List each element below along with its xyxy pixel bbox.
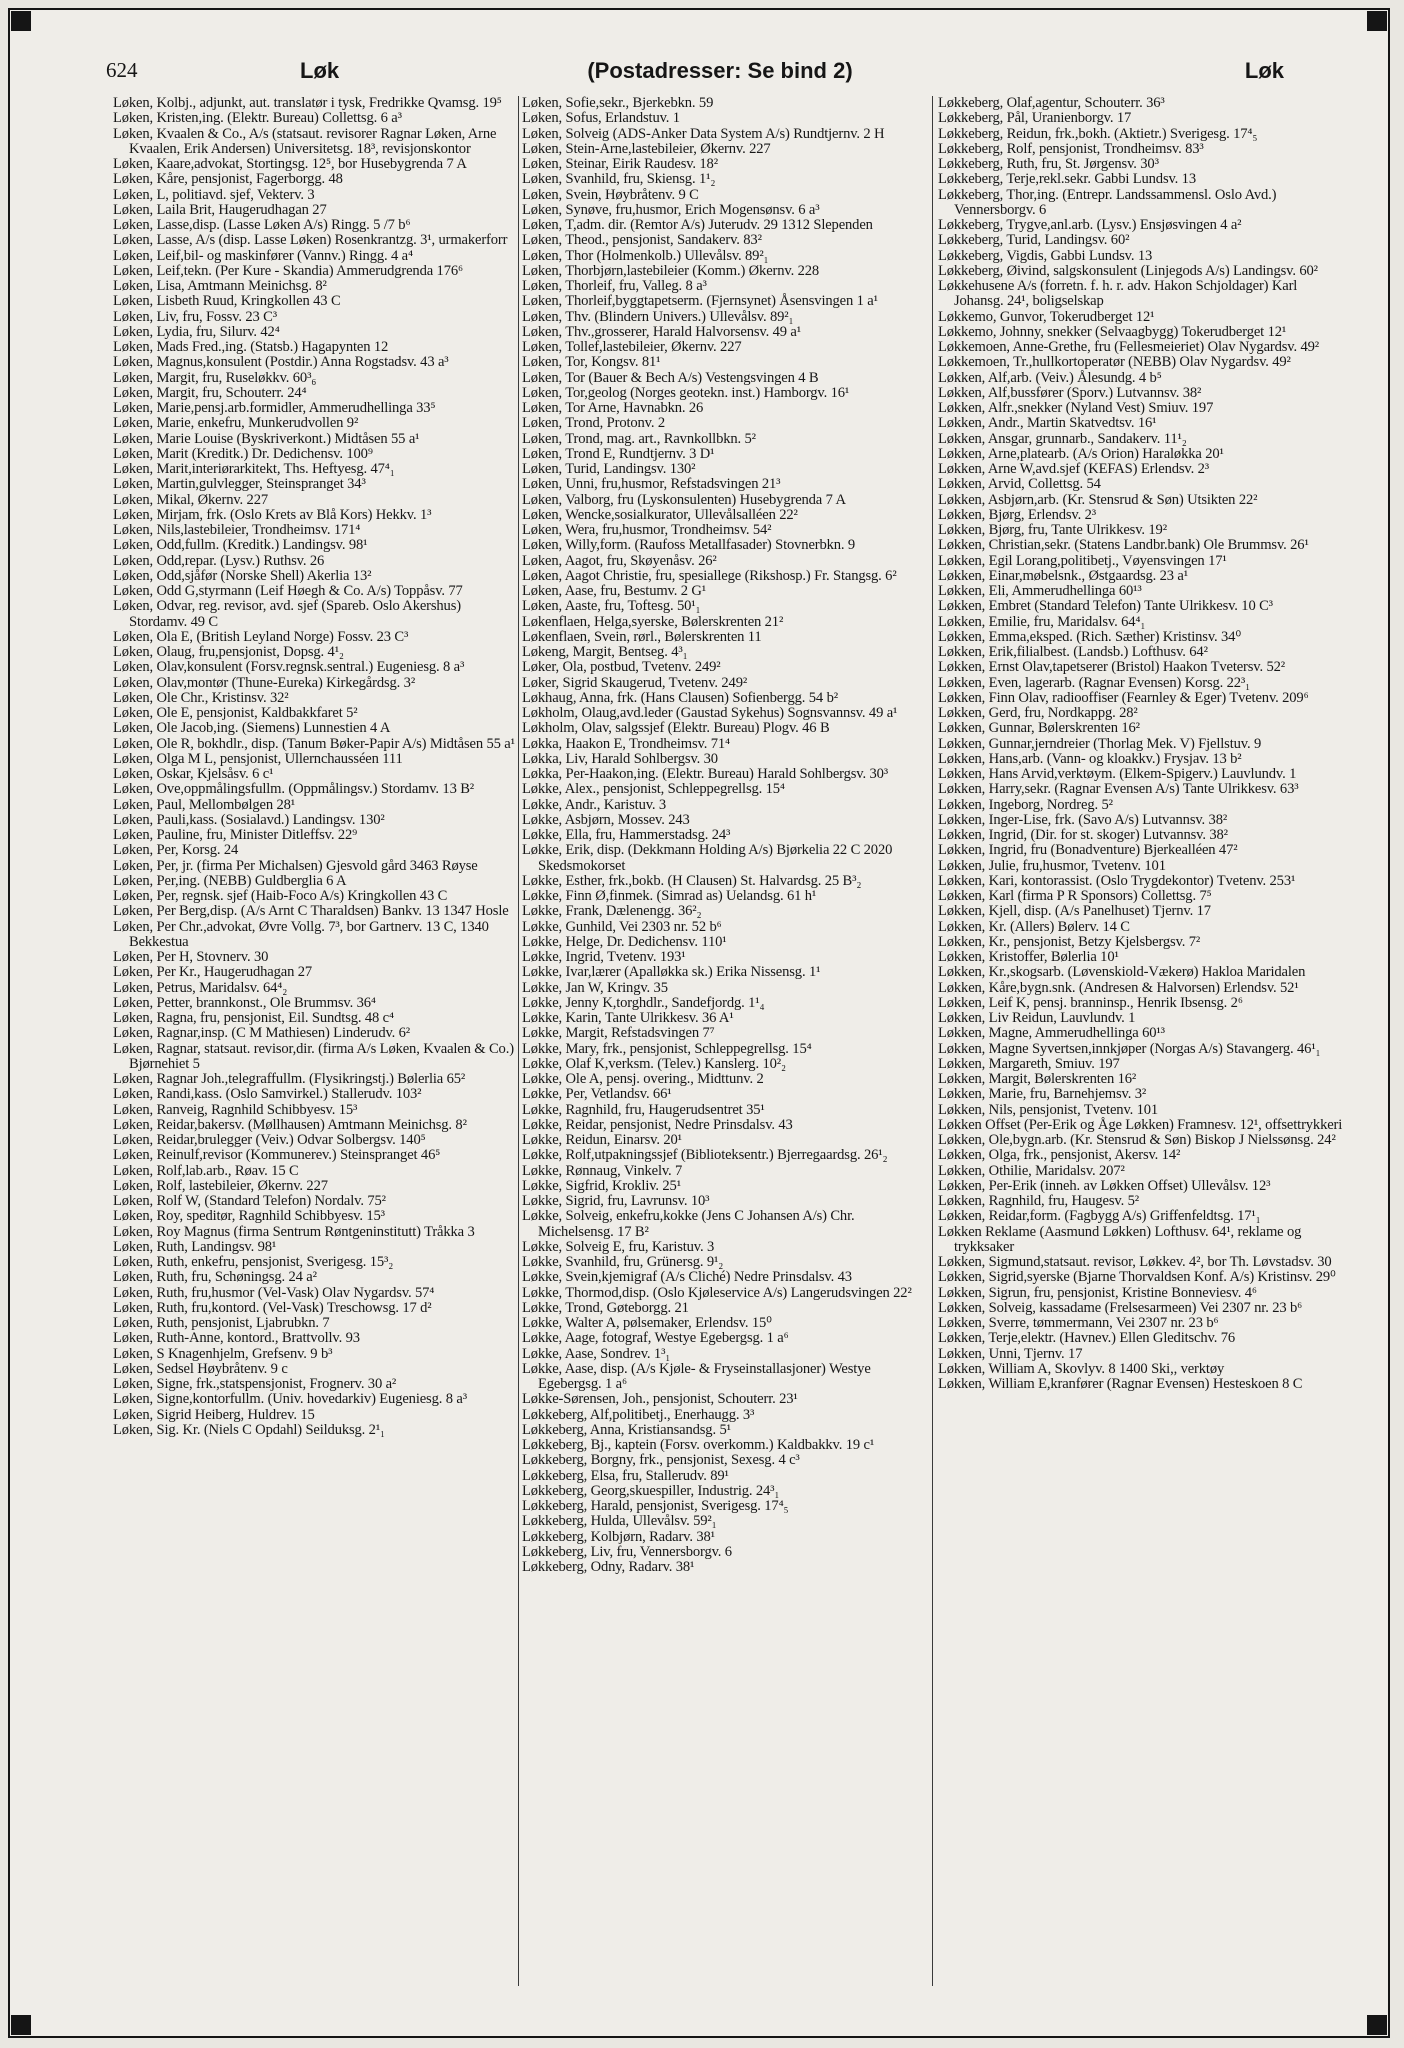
directory-entry: Løken, Rolf, lastebileier, Økernv. 227 [113, 1177, 328, 1194]
directory-entry: Løken, Marie, enkefru, Munkerudvollen 9² [113, 415, 359, 432]
directory-entry: Løkkeberg, Ruth, fru, St. Jørgensv. 30³ [938, 156, 1159, 172]
directory-entry: Løken, Thorbjørn,lastebileier (Komm.) Økernv. 228 [522, 262, 820, 279]
directory-entry: Løken, Tor Arne, Havnabkn. 26 [522, 400, 704, 416]
directory-entry: Løkke, Ivar,lærer (Apalløkka sk.) Erika Nissensg. 1¹ [522, 964, 821, 981]
directory-entry: Løken, Stein-Arne,lastebileier, Økernv. 227 [522, 140, 771, 157]
directory-entry: Løkke, Andr., Karistuv. 3 [522, 796, 667, 813]
directory-entry: Løken, Ragnar,insp. (C M Mathiesen) Linderudv. 6² [113, 1025, 411, 1042]
directory-entry: Løken, Odd G,styrmann (Leif Høegh & Co. A/s) Toppåsv. 77 [113, 583, 463, 599]
directory-entry: Løkkeberg, Odny, Radarv. 38¹ [522, 1559, 695, 1575]
directory-entry: Løken, Ruth, fru, Schøningsg. 24 a² [113, 1269, 317, 1286]
directory-entry: Løkke, Ingrid, Tvetenv. 193¹ [522, 949, 686, 965]
directory-entry: Løkke, Ragnhild, fru, Haugerudsentret 35¹ [522, 1101, 765, 1118]
directory-entry: Løken, Per Chr.,advokat, Øvre Vollg. 7³, bor Gartnerv. 13 C, 1340 Bekkestua [113, 918, 489, 950]
directory-entry: Løken, Tor,geolog (Norges geotekn. inst.) Hamborgv. 16¹ [522, 384, 850, 401]
directory-entry: Løken, Per, Korsg. 24 [113, 842, 239, 859]
directory-entry: Løkkeberg, Vigdis, Gabbi Lundsv. 13 [938, 247, 1153, 264]
directory-entry: Løken, Steinar, Eirik Raudesv. 18² [522, 156, 718, 172]
directory-entry: Løkken, Ole,bygn.arb. (Kr. Stensrud & Søn) Biskop J Nielssønsg. 24² [938, 1132, 1336, 1148]
directory-entry: Løkke, Aase, disp. (A/s Kjøle- & Fryseinstallasjoner) Westye Egebergsg. 1 a⁶ [522, 1360, 871, 1392]
directory-entry: Løkken, Julie, fru,husmor, Tvetenv. 101 [938, 857, 1166, 874]
directory-entry: Løken, Svein, Høybråtenv. 9 C [522, 186, 699, 203]
directory-entry: Løken, Kaare,advokat, Stortingsg. 12⁵, bor Husebygrenda 7 A [113, 156, 467, 172]
directory-entry: Løken, Laila Brit, Haugerudhagan 27 [113, 201, 327, 218]
directory-entry: Løkken, Othilie, Maridalsv. 207² [938, 1162, 1125, 1179]
directory-entry: Løkholm, Olaug,avd.leder (Gaustad Sykehus) Sognsvannsv. 49 a¹ [522, 705, 898, 721]
directory-entry: Løkke, Ole A, pensj. overing., Midttunv. 2 [522, 1071, 764, 1087]
guide-word-left: Løk [300, 58, 340, 83]
guide-word-right: Løk [1244, 58, 1284, 83]
directory-entry: Løkkeberg, Anna, Kristiansandsg. 5¹ [522, 1421, 731, 1438]
directory-entry: Løken, Per H, Stovnerv. 30 [113, 949, 269, 965]
directory-entry: Løkken Offset (Per-Erik og Åge Løkken) Framnesv. 12¹, offsettrykkeri [938, 1116, 1343, 1133]
header-center-title: (Postadresser: Se bind 2) [587, 58, 853, 83]
directory-entry: Løken, Lasse,disp. (Lasse Løken A/s) Ringg. 5 /7 b⁶ [113, 217, 411, 233]
directory-entry: Løken, Solveig (ADS-Anker Data System A/s) Rundtjernv. 2 H [522, 125, 885, 142]
directory-entry: Løken, Aase, fru, Bestumv. 2 G¹ [522, 583, 707, 599]
directory-entry: Løkken, Magne Syvertsen,innkjøper (Norgas A/s) Stavangerg. 46¹₁ [938, 1040, 1321, 1057]
directory-entry: Løken, Trond, Protonv. 2 [522, 415, 666, 432]
directory-entry: Løken, Rolf W, (Standard Telefon) Nordalv. 75² [113, 1193, 386, 1209]
directory-entry: Løkke, Thormod,disp. (Oslo Kjøleservice A/s) Langerudsvingen 22² [522, 1284, 912, 1301]
directory-entry: Løkkeberg, Pål, Uranienborgv. 17 [938, 110, 1132, 127]
directory-entry: Løkka, Haakon E, Trondheimsv. 71⁴ [522, 735, 730, 752]
directory-entry: Løkken, Alf,bussfører (Sporv.) Lutvannsv. 38² [938, 384, 1202, 401]
directory-entry: Løkke, Olaf K,verksm. (Telev.) Kanslerg. 10²₂ [522, 1055, 786, 1072]
directory-entry: Løken, Valborg, fru (Lyskonsulenten) Husebygrenda 7 A [522, 491, 846, 508]
directory-entry: Løken, Petter, brannkonst., Ole Brummsv. 36⁴ [113, 994, 376, 1011]
directory-entry: Løkke, Per, Vetlandsv. 66¹ [522, 1086, 672, 1103]
directory-entry: Løkke, Aase, Sondrev. 1³₁ [522, 1345, 671, 1362]
directory-entry: Løkke, Finn Ø,finmek. (Simrad as) Uelandsg. 61 h¹ [522, 888, 817, 904]
directory-entry: Løken, Per,ing. (NEBB) Guldberglia 6 A [113, 872, 347, 889]
directory-entry: Løkkeberg, Terje,rekl.sekr. Gabbi Lundsv. 13 [938, 171, 1196, 188]
directory-entry: Løkken, Erik,filialbest. (Landsb.) Lofthusv. 64² [938, 644, 1208, 660]
directory-entry: Løken, Olav,montør (Thune-Eureka) Kirkegårdsg. 3² [113, 674, 416, 691]
directory-entry: Løkke, Solveig, enkefru,kokke (Jens C Johansen A/s) Chr. Michelsensg. 17 B² [522, 1208, 855, 1240]
directory-entry: Løken, Tor (Bauer & Bech A/s) Vestengsvingen 4 B [522, 369, 819, 386]
directory-entry: Løken, Ragnar Joh.,telegraffullm. (Flysikringstj.) Bølerlia 65² [113, 1071, 466, 1087]
directory-entry: Løkken, Margit, Bølerskrenten 16² [938, 1071, 1137, 1087]
directory-entry: Løkkeberg, Bj., kaptein (Forsv. overkomm.) Kaldbakkv. 19 c¹ [522, 1437, 875, 1453]
directory-entry: Løkkeberg, Rolf, pensjonist, Trondheimsv. 83³ [938, 140, 1204, 157]
directory-entry: Løkken, Arne,platearb. (A/s Orion) Haraløkka 20¹ [938, 445, 1224, 462]
directory-entry: Løkke, Walter A, pølsemaker, Erlendsv. 15⁰ [522, 1315, 772, 1331]
directory-entry: Løkken, Emilie, fru, Maridalsv. 64⁴₁ [938, 613, 1146, 630]
directory-entry: Løken, Thv.,grosserer, Harald Halvorsensv. 49 a¹ [522, 323, 801, 340]
directory-entry: Løkke, Jan W, Kringv. 35 [522, 979, 668, 996]
directory-entry: Løkenflaen, Helga,syerske, Bølerskrenten 21² [522, 613, 784, 630]
directory-entry: Løkken, Embret (Standard Telefon) Tante Ulrikkesv. 10 C³ [938, 598, 1273, 615]
directory-entry: Løkkemoen, Anne-Grethe, fru (Fellesmeieriet) Olav Nygardsv. 49² [938, 339, 1319, 355]
directory-entry: Løken, S Knagenhjelm, Grefsenv. 9 b³ [113, 1345, 333, 1362]
directory-entry: Løkken, Ernst Olav,tapetserer (Bristol) Haakon Tvetersv. 52² [938, 659, 1286, 676]
directory-entry: Løkken, Ingeborg, Nordreg. 5² [938, 796, 1113, 813]
column-rule [932, 96, 933, 1986]
directory-entry: Løkke, Helge, Dr. Dedichensv. 110¹ [522, 933, 727, 950]
directory-entry: Løken, Liv, fru, Fossv. 23 C³ [113, 308, 277, 325]
directory-entry: Løkken, Emma,eksped. (Rich. Sæther) Kristinsv. 34⁰ [938, 628, 1242, 645]
directory-entry: Løken, Roy Magnus (firma Sentrum Røntgeninstitutt) Tråkka 3 [113, 1223, 475, 1240]
directory-entry: Løkke, Svanhild, fru, Grünersg. 9¹₂ [522, 1254, 724, 1270]
directory-entry: Løkke, Sigrid, fru, Lavrunsv. 10³ [522, 1193, 710, 1209]
directory-entry: Løken, Reinulf,revisor (Kommunerev.) Steinspranget 46⁵ [113, 1147, 441, 1164]
directory-entry: Løkken, Arvid, Collettsg. 54 [938, 476, 1101, 493]
directory-entry: Løkke-Sørensen, Joh., pensjonist, Schouterr. 23¹ [522, 1391, 798, 1408]
directory-entry: Løken, Per Kr., Haugerudhagan 27 [113, 964, 313, 981]
directory-entry: Løkken, Gunnar, Bølerskrenten 16² [938, 720, 1140, 737]
directory-entry: Løkkeberg, Borgny, frk., pensjonist, Sexesg. 4 c³ [522, 1452, 800, 1469]
directory-entry: Løkken, Kåre,bygn.snk. (Andresen & Halvorsen) Erlendsv. 52¹ [938, 979, 1299, 996]
directory-entry: Løkken, Hans Arvid,verktøym. (Elkem-Spigerv.) Lauvlundv. 1 [938, 766, 1297, 782]
directory-entry: Løken, Mikal, Økernv. 227 [113, 491, 268, 508]
directory-entry: Løken, Oskar, Kjelsåsv. 6 c¹ [113, 766, 274, 782]
directory-entry: Løken, Odd,sjåfør (Norske Shell) Akerlia 13² [113, 567, 372, 584]
directory-entry: Løken, Olav,konsulent (Forsv.regnsk.sentral.) Eugeniesg. 8 a³ [113, 659, 465, 676]
directory-entry: Løkken, Sigrid,syerske (Bjarne Thorvaldsen Konf. A/s) Kristinsv. 29⁰ [938, 1269, 1336, 1286]
directory-entry: Løkken, Alf,arb. (Veiv.) Ålesundg. 4 b⁵ [938, 369, 1162, 386]
directory-entry: Løkke, Sigfrid, Krokliv. 25¹ [522, 1177, 681, 1194]
directory-entry: Løken, Leif,bil- og maskinfører (Vannv.) Ringg. 4 a⁴ [113, 247, 413, 264]
directory-entry: Løken, Thor (Holmenkolb.) Ullevålsv. 89²₁ [522, 247, 769, 264]
directory-entry: Løkken, Even, lagerarb. (Ragnar Evensen) Korsg. 22³₁ [938, 674, 1251, 691]
directory-entry: Løkken, Nils, pensjonist, Tvetenv. 101 [938, 1101, 1159, 1118]
directory-entry: Løkken, Per-Erik (inneh. av Løkken Offset) Ullevålsv. 12³ [938, 1177, 1271, 1194]
directory-entry: Løken, Tollef,lastebileier, Økernv. 227 [522, 339, 742, 355]
directory-entry: Løken, Turid, Landingsv. 130² [522, 461, 696, 477]
directory-entry: Løken, Ola E, (British Leyland Norge) Fossv. 23 C³ [113, 628, 409, 645]
directory-entry: Løken, Signe,kontorfullm. (Univ. hovedarkiv) Eugeniesg. 8 a³ [113, 1391, 467, 1408]
directory-entry: Løken, Kåre, pensjonist, Fagerborgg. 48 [113, 171, 343, 188]
directory-entry: Løken, Sedsel Høybråtenv. 9 c [113, 1360, 288, 1377]
directory-entry: Løkken, Inger-Lise, frk. (Savo A/s) Lutvannsv. 38² [938, 811, 1228, 828]
directory-entry: Løken, Aaste, fru, Toftesg. 50¹₁ [522, 598, 701, 615]
directory-entry: Løken, Reidar,bakersv. (Møllhausen) Amtmann Meinichsg. 8² [113, 1116, 467, 1133]
directory-entry: Løkkeberg, Elsa, fru, Stallerudv. 89¹ [522, 1467, 729, 1484]
directory-entry: Løken, Ole Jacob,ing. (Siemens) Lunnestien 4 A [113, 720, 391, 737]
directory-entry: Løken, Pauline, fru, Minister Ditleffsv. 22⁹ [113, 827, 358, 843]
directory-entry: Løkken, Magne, Ammerudhellinga 60¹³ [938, 1025, 1165, 1042]
directory-entry: Løken, Sofus, Erlandstuv. 1 [522, 110, 680, 127]
entry-column-3 [938, 96, 1346, 1392]
directory-entry: Løkka, Per-Haakon,ing. (Elektr. Bureau) Harald Sohlbergsv. 30³ [522, 766, 889, 782]
directory-entry: Løkken, Margareth, Smiuv. 197 [938, 1055, 1120, 1072]
directory-entry: Løken, Lisa, Amtmann Meinichsg. 8² [113, 278, 327, 294]
directory-entry: Løken, Marit,interiørarkitekt, Ths. Heftyesg. 47⁴₁ [113, 461, 395, 477]
directory-entry: Løkken, Kristoffer, Bølerlia 10¹ [938, 949, 1119, 965]
directory-entry: Løken, Ove,oppmålingsfullm. (Oppmålingsv.) Stordamv. 13 B² [113, 781, 475, 798]
directory-entry: Løkka, Liv, Harald Sohlbergsv. 30 [522, 750, 718, 767]
directory-entry: Løkken, Sigrun, fru, pensjonist, Kristine Bonneviesv. 4⁶ [938, 1284, 1257, 1301]
directory-entry: Løken, Ruth, pensjonist, Ljabrubkn. 7 [113, 1315, 330, 1331]
page-number: 624 [106, 58, 138, 82]
directory-entry: Løken, Sig. Kr. (Niels C Opdahl) Seilduksg. 2¹₁ [113, 1421, 385, 1438]
directory-entry: Løkken, Olga, frk., pensjonist, Akersv. 14² [938, 1147, 1181, 1164]
directory-entry: Løkke, Rolf,utpakningssjef (Biblioteksentr.) Bjerregaardsg. 26¹₂ [522, 1147, 888, 1164]
directory-entry: Løkken, Terje,elektr. (Havnev.) Ellen Gleditschv. 76 [938, 1330, 1236, 1347]
directory-entry: Løken, Odd,repar. (Lysv.) Ruthsv. 26 [113, 552, 325, 569]
directory-entry: Løkkeberg, Harald, pensjonist, Sverigesg. 17⁴₅ [522, 1498, 789, 1514]
directory-entry: Løkken, Arne W,avd.sjef (KEFAS) Erlendsv. 2³ [938, 461, 1209, 477]
directory-entry: Løkke, Svein,kjemigraf (A/s Cliché) Nedre Prinsdalsv. 43 [522, 1269, 852, 1286]
directory-entry: Løkken, Alfr.,snekker (Nyland Vest) Smiuv. 197 [938, 400, 1214, 416]
directory-entry: Løkken, Einar,møbelsnk., Østgaardsg. 23 a¹ [938, 567, 1188, 584]
directory-entry: Løken, Willy,form. (Raufoss Metallfasader) Stovnerbkn. 9 [522, 537, 856, 554]
directory-entry: Løken, Ragna, fru, pensjonist, Eil. Sundtsg. 48 c⁴ [113, 1010, 394, 1026]
corner-mark [1367, 11, 1387, 31]
directory-entry: Løken, Odvar, reg. revisor, avd. sjef (Spareb. Oslo Akershus) Stordamv. 49 C [113, 598, 461, 630]
directory-entry: Løkke, Rønnaug, Vinkelv. 7 [522, 1162, 683, 1179]
directory-entry: Løkkeberg, Kolbjørn, Radarv. 38¹ [522, 1528, 715, 1545]
directory-entry: Løkke, Gunhild, Vei 2303 nr. 52 b⁶ [522, 918, 722, 935]
directory-entry: Løkke, Frank, Dælenengg. 36²₂ [522, 903, 702, 920]
directory-entry: Løkken, Harry,sekr. (Ragnar Evensen A/s) Tante Ulrikkesv. 63³ [938, 781, 1299, 798]
directory-entry: Løken, Ruth, Landingsv. 98¹ [113, 1238, 277, 1255]
directory-entry: Løkkeberg, Turid, Landingsv. 60² [938, 232, 1130, 249]
directory-entry: Løkkeberg, Thor,ing. (Entrepr. Landssammensl. Oslo Avd.) Vennersborgv. 6 [938, 186, 1277, 218]
directory-entry: Løkken, Kr., pensjonist, Betzy Kjelsbergsv. 7² [938, 933, 1201, 950]
directory-entry: Løkkemoen, Tr.,hullkortoperatør (NEBB) Olav Nygardsv. 49² [938, 354, 1291, 371]
directory-entry: Løkken, William E,kranfører (Ragnar Evensen) Hesteskoen 8 C [938, 1376, 1303, 1392]
directory-entry: Løkken, Leif K, pensj. branninsp., Henrik Ibsensg. 2⁶ [938, 994, 1243, 1011]
directory-entry: Løken, Nils,lastebileier, Trondheimsv. 171⁴ [113, 522, 361, 538]
directory-entry: Løken, Rolf,lab.arb., Røav. 15 C [113, 1162, 299, 1179]
directory-entry: Løkkeberg, Reidun, frk.,bokh. (Aktietr.) Sverigesg. 17⁴₅ [938, 125, 1258, 142]
directory-entry: Løken, Ruth-Anne, kontord., Brattvollv. 93 [113, 1330, 360, 1347]
directory-entry: Løkke, Erik, disp. (Dekkmann Holding A/s) Bjørkelia 22 C 2020 Skedsmokorset [522, 842, 893, 874]
directory-entry: Løkke, Ella, fru, Hammerstadsg. 24³ [522, 827, 731, 843]
directory-entry: Løkke, Trond, Gøteborgg. 21 [522, 1299, 689, 1316]
directory-entry: Løkke, Mary, frk., pensjonist, Schleppegrellsg. 15⁴ [522, 1040, 812, 1057]
directory-entry: Løken, Ole E, pensjonist, Kaldbakkfaret 5² [113, 705, 358, 721]
directory-entry: Løkken, Solveig, kassadame (Frelsesarmeen) Vei 2307 nr. 23 b⁶ [938, 1299, 1303, 1316]
directory-entry: Løken, Unni, fru,husmor, Refstadsvingen 21³ [522, 476, 781, 493]
directory-entry: Løken, Wencke,sosialkurator, Ullevålsalléen 22² [522, 506, 798, 523]
directory-entry: Løkhaug, Anna, frk. (Hans Clausen) Sofienbergg. 54 b² [522, 689, 838, 706]
directory-entry: Løken, Thorleif, fru, Valleg. 8 a³ [522, 278, 707, 294]
directory-entry: Løken, Thorleif,byggtapetserm. (Fjernsynet) Åsensvingen 1 a¹ [522, 293, 878, 310]
directory-entry: Løken, Ole R, bokhdlr., disp. (Tanum Bøker-Papir A/s) Midtåsen 55 a¹ [113, 735, 515, 752]
directory-entry: Løkkeberg, Alf,politibetj., Enerhaugg. 3³ [522, 1406, 755, 1423]
directory-entry: Løken, Thv. (Blindern Univers.) Ullevålsv. 89²₁ [522, 308, 794, 325]
directory-entry: Løkkeberg, Liv, fru, Vennersborgv. 6 [522, 1543, 732, 1560]
directory-entry: Løken, Ruth, fru,husmor (Vel-Vask) Olav Nygardsv. 57⁴ [113, 1284, 435, 1301]
directory-entry: Løkke, Aage, fotograf, Westye Egebergsg. 1 a⁶ [522, 1330, 789, 1347]
directory-entry: Løken, Ranveig, Ragnhild Schibbyesv. 15³ [113, 1101, 358, 1118]
directory-entry: Løkke, Karin, Tante Ulrikkesv. 36 A¹ [522, 1010, 734, 1026]
directory-entry: Løken, Synøve, fru,husmor, Erich Mogensønsv. 6 a³ [522, 201, 820, 218]
directory-entry: Løkke, Alex., pensjonist, Schleppegrellsg. 15⁴ [522, 781, 785, 798]
directory-entry: Løken, Petrus, Maridalsv. 64⁴₂ [113, 979, 288, 996]
directory-entry: Løkke, Esther, frk.,bokb. (H Clausen) St. Halvardsg. 25 B³₂ [522, 872, 862, 889]
directory-entry: Løken, Olaug, fru,pensjonist, Dopsg. 4¹₂ [113, 644, 344, 660]
directory-entry: Løkkemo, Gunvor, Tokerudberget 12¹ [938, 308, 1155, 325]
directory-entry: Løkken, Egil Lorang,politibetj., Vøyensvingen 17¹ [938, 552, 1227, 569]
directory-entry: Løken, Signe, frk.,statspensjonist, Frognerv. 30 a² [113, 1376, 397, 1392]
directory-entry: Løker, Sigrid Skaugerud, Tvetenv. 249² [522, 674, 748, 691]
directory-entry: Løken, Randi,kass. (Oslo Samvirkel.) Stallerudv. 103² [113, 1086, 422, 1103]
directory-entry: Løkholm, Olav, salgssjef (Elektr. Bureau) Plogv. 46 B [522, 720, 830, 737]
directory-entry: Løken, L, politiavd. sjef, Vekterv. 3 [113, 186, 315, 203]
directory-entry: Løkke, Jenny K,torghdlr., Sandefjordg. 1¹₄ [522, 994, 765, 1011]
directory-entry: Løkken, Bjørg, Erlendsv. 2³ [938, 506, 1096, 523]
directory-entry: Løken, Aagot, fru, Skøyenåsv. 26² [522, 552, 717, 569]
corner-mark [11, 2015, 31, 2035]
directory-entry: Løken, Kristen,ing. (Elektr. Bureau) Collettsg. 6 a³ [113, 110, 402, 127]
directory-entry: Løken, Margit, fru, Schouterr. 24⁴ [113, 384, 307, 401]
directory-entry: Løkke, Reidar, pensjonist, Nedre Prinsdalsv. 43 [522, 1116, 793, 1133]
directory-entry: Løkken, Gunnar,jerndreier (Thorlag Mek. V) Fjellstuv. 9 [938, 735, 1262, 752]
directory-entry: Løkken, Ingrid, fru (Bonadventure) Bjerkealléen 47² [938, 842, 1238, 859]
directory-entry: Løkken, Andr., Martin Skatvedtsv. 16¹ [938, 415, 1157, 432]
page-header [106, 58, 1304, 88]
directory-entry: Løken, Reidar,brulegger (Veiv.) Odvar Solbergsv. 140⁵ [113, 1132, 426, 1148]
directory-entry: Løkken, Sverre, tømmermann, Vei 2307 nr. 23 b⁶ [938, 1315, 1219, 1331]
directory-entry: Løken, Odd,fullm. (Kreditk.) Landingsv. 98¹ [113, 537, 368, 554]
corner-mark [11, 11, 31, 31]
directory-entry: Løkkemo, Johnny, snekker (Selvaagbygg) Tokerudberget 12¹ [938, 323, 1287, 340]
directory-entry: Løken, Ole Chr., Kristinsv. 32² [113, 689, 289, 706]
directory-entry: Løkkehusene A/s (forretn. f. h. r. adv. Hakon Schjoldager) Karl Johansg. 24¹, boligselskap [938, 278, 1298, 310]
directory-entry: Løkken, Finn Olav, radiooffiser (Fearnley & Eger) Tvetenv. 209⁶ [938, 689, 1309, 706]
directory-entry: Løkkeberg, Trygve,anl.arb. (Lysv.) Ensjøsvingen 4 a² [938, 217, 1242, 233]
entry-column-1 [113, 96, 518, 1438]
directory-entry: Løken, Magnus,konsulent (Postdir.) Anna Rogstadsv. 43 a³ [113, 354, 449, 371]
directory-entry: Løkken, Unni, Tjernv. 17 [938, 1345, 1083, 1362]
directory-entry: Løken, Ruth, enkefru, pensjonist, Sverigesg. 15³₂ [113, 1254, 394, 1270]
directory-entry: Løkken, Kr.,skogsarb. (Løvenskiold-Vækerø) Hakloa Maridalen [938, 964, 1306, 981]
directory-entry: Løken, Kvaalen & Co., A/s (statsaut. revisorer Ragnar Løken, Arne Kvaalen, Erik Andersen) Universitetsg. 18³, revisjonskontor [113, 125, 497, 157]
directory-entry: Løkken, Asbjørn,arb. (Kr. Stensrud & Søn) Utsikten 22² [938, 491, 1258, 508]
directory-entry: Løken, Martin,gulvlegger, Steinspranget 34³ [113, 476, 366, 493]
entry-column-2 [522, 96, 930, 1575]
directory-entry: Løken, Marit (Kreditk.) Dr. Dedichensv. 100⁹ [113, 445, 373, 462]
directory-entry: Løkkeberg, Øivind, salgskonsulent (Linjegods A/s) Landingsv. 60² [938, 262, 1318, 279]
directory-entry: Løken, Lasse, A/s (disp. Lasse Løken) Rosenkrantzg. 3¹, urmakerforr [113, 232, 508, 249]
directory-entry: Løken, Ruth, fru,kontord. (Vel-Vask) Treschowsg. 17 d² [113, 1299, 432, 1316]
directory-entry: Løkken Reklame (Aasmund Løkken) Lofthusv. 64¹, reklame og trykksaker [938, 1223, 1302, 1255]
directory-entry: Løkke, Solveig E, fru, Karistuv. 3 [522, 1238, 715, 1255]
directory-entry: Løkke, Margit, Refstadsvingen 7⁷ [522, 1025, 715, 1042]
directory-entry: Løkken, Kr. (Allers) Bølerv. 14 C [938, 918, 1130, 935]
directory-entry: Løken, Leif,tekn. (Per Kure - Skandia) Ammerudgrenda 176⁶ [113, 262, 463, 279]
directory-entry: Løken, Sigrid Heiberg, Huldrev. 15 [113, 1406, 315, 1423]
directory-entry: Løken, Marie Louise (Byskriverkont.) Midtåsen 55 a¹ [113, 430, 420, 447]
directory-entry: Løken, Theod., pensjonist, Sandakerv. 83² [522, 232, 762, 249]
directory-entry: Løkken, Gerd, fru, Nordkappg. 28² [938, 705, 1138, 721]
directory-entry: Løken, Tor, Kongsv. 81¹ [522, 354, 661, 371]
directory-entry: Løkenflaen, Svein, rørl., Bølerskrenten 11 [522, 628, 762, 645]
directory-entry: Løken, Aagot Christie, fru, spesiallege (Rikshosp.) Fr. Stangsg. 6² [522, 567, 897, 584]
directory-entry: Løken, Trond E, Rundtjernv. 3 D¹ [522, 445, 715, 462]
directory-entry: Løker, Ola, postbud, Tvetenv. 249² [522, 659, 721, 676]
directory-entry: Løkken, Ingrid, (Dir. for st. skoger) Lutvannsv. 38² [938, 827, 1228, 843]
directory-entry: Løkken, William A, Skovlyv. 8 1400 Ski,, verktøy [938, 1360, 1225, 1377]
directory-entry: Løkke, Reidun, Einarsv. 20¹ [522, 1132, 682, 1148]
directory-entry: Løkken, Ansgar, grunnarb., Sandakerv. 11¹₂ [938, 430, 1187, 447]
directory-entry: Løken, Per, jr. (firma Per Michalsen) Gjesvold gård 3463 Røyse [113, 857, 478, 874]
directory-entry: Løken, Paul, Mellombølgen 28¹ [113, 796, 296, 813]
directory-entry: Løkken, Liv Reidun, Lauvlundv. 1 [938, 1010, 1136, 1026]
directory-entry: Løken, Svanhild, fru, Skiensg. 1¹₂ [522, 171, 716, 188]
directory-entry: Løken, Lydia, fru, Silurv. 42⁴ [113, 323, 280, 340]
directory-entry: Løken, Wera, fru,husmor, Trondheimsv. 54² [522, 522, 772, 538]
directory-entry: Løken, Roy, speditør, Ragnhild Schibbyesv. 15³ [113, 1208, 385, 1225]
directory-entry: Løken, Ragnar, statsaut. revisor,dir. (firma A/s Løken, Kvaalen & Co.) Bjørnehiet 5 [113, 1040, 514, 1072]
directory-entry: Løken, Kolbj., adjunkt, aut. translatør i tysk, Fredrikke Qvamsg. 19⁵ [113, 95, 502, 111]
directory-entry: Løken, Mads Fred.,ing. (Statsb.) Hagapynten 12 [113, 339, 389, 355]
directory-entry: Løkkeberg, Olaf,agentur, Schouterr. 36³ [938, 95, 1165, 111]
directory-entry: Løkken, Kjell, disp. (A/s Panelhuset) Tjernv. 17 [938, 903, 1211, 920]
directory-entry: Løken, Per, regnsk. sjef (Haib-Foco A/s) Kringkollen 43 C [113, 888, 448, 904]
directory-entry: Løken, Pauli,kass. (Sosialavd.) Landingsv. 130² [113, 811, 385, 828]
directory-entry: Løken, Lisbeth Ruud, Kringkollen 43 C [113, 293, 341, 310]
directory-entry: Løken, Per Berg,disp. (A/s Arnt C Tharaldsen) Bankv. 13 1347 Hosle [113, 903, 509, 920]
directory-entry: Løkken, Ragnhild, fru, Haugesv. 5² [938, 1193, 1139, 1209]
column-rule [518, 96, 519, 1986]
directory-entry: Løkken, Kari, kontorassist. (Oslo Trygdekontor) Tvetenv. 253¹ [938, 872, 1296, 889]
directory-entry: Løkkeberg, Hulda, Ullevålsv. 59²₁ [522, 1513, 717, 1530]
corner-mark [1367, 2015, 1387, 2035]
directory-entry: Løken, Margit, fru, Ruseløkkv. 60³₆ [113, 369, 317, 386]
directory-entry: Løken, Marie,pensj.arb.formidler, Ammerudhellinga 33⁵ [113, 400, 436, 416]
directory-entry: Løken, Sofie,sekr., Bjerkebkn. 59 [522, 95, 714, 111]
directory-entry: Løkken, Karl (firma P R Sponsors) Collettsg. 7⁵ [938, 888, 1212, 904]
directory-entry: Løken, Trond, mag. art., Ravnkollbkn. 5² [522, 430, 756, 447]
directory-entry: Løkken, Sigmund,statsaut. revisor, Løkkev. 4², bor Th. Løvstadsv. 30 [938, 1254, 1332, 1270]
directory-entry: Løkke, Asbjørn, Mossev. 243 [522, 811, 690, 828]
directory-entry: Løkken, Marie, fru, Barnehjemsv. 3² [938, 1086, 1147, 1103]
directory-entry: Løkken, Eli, Ammerudhellinga 60¹³ [938, 583, 1142, 599]
directory-entry: Løken, T,adm. dir. (Remtor A/s) Juterudv. 29 1312 Slependen [522, 217, 873, 233]
directory-entry: Løkkeberg, Georg,skuespiller, Industrig. 24³₁ [522, 1482, 780, 1499]
directory-entry: Løkken, Hans,arb. (Vann- og kloakkv.) Frysjav. 13 b² [938, 750, 1242, 767]
directory-entry: Løken, Mirjam, frk. (Oslo Krets av Blå Kors) Hekkv. 1³ [113, 506, 432, 523]
directory-entry: Løkken, Reidar,form. (Fagbygg A/s) Griffenfeldtsg. 17¹₁ [938, 1208, 1261, 1225]
directory-entry: Løken, Olga M L, pensjonist, Ullernchausséen 111 [113, 750, 403, 767]
directory-entry: Løkken, Bjørg, fru, Tante Ulrikkesv. 19² [938, 522, 1167, 538]
directory-entry: Løkeng, Margit, Bentseg. 4³₁ [522, 644, 688, 660]
directory-entry: Løkken, Christian,sekr. (Statens Landbr.bank) Ole Brummsv. 26¹ [938, 537, 1309, 554]
